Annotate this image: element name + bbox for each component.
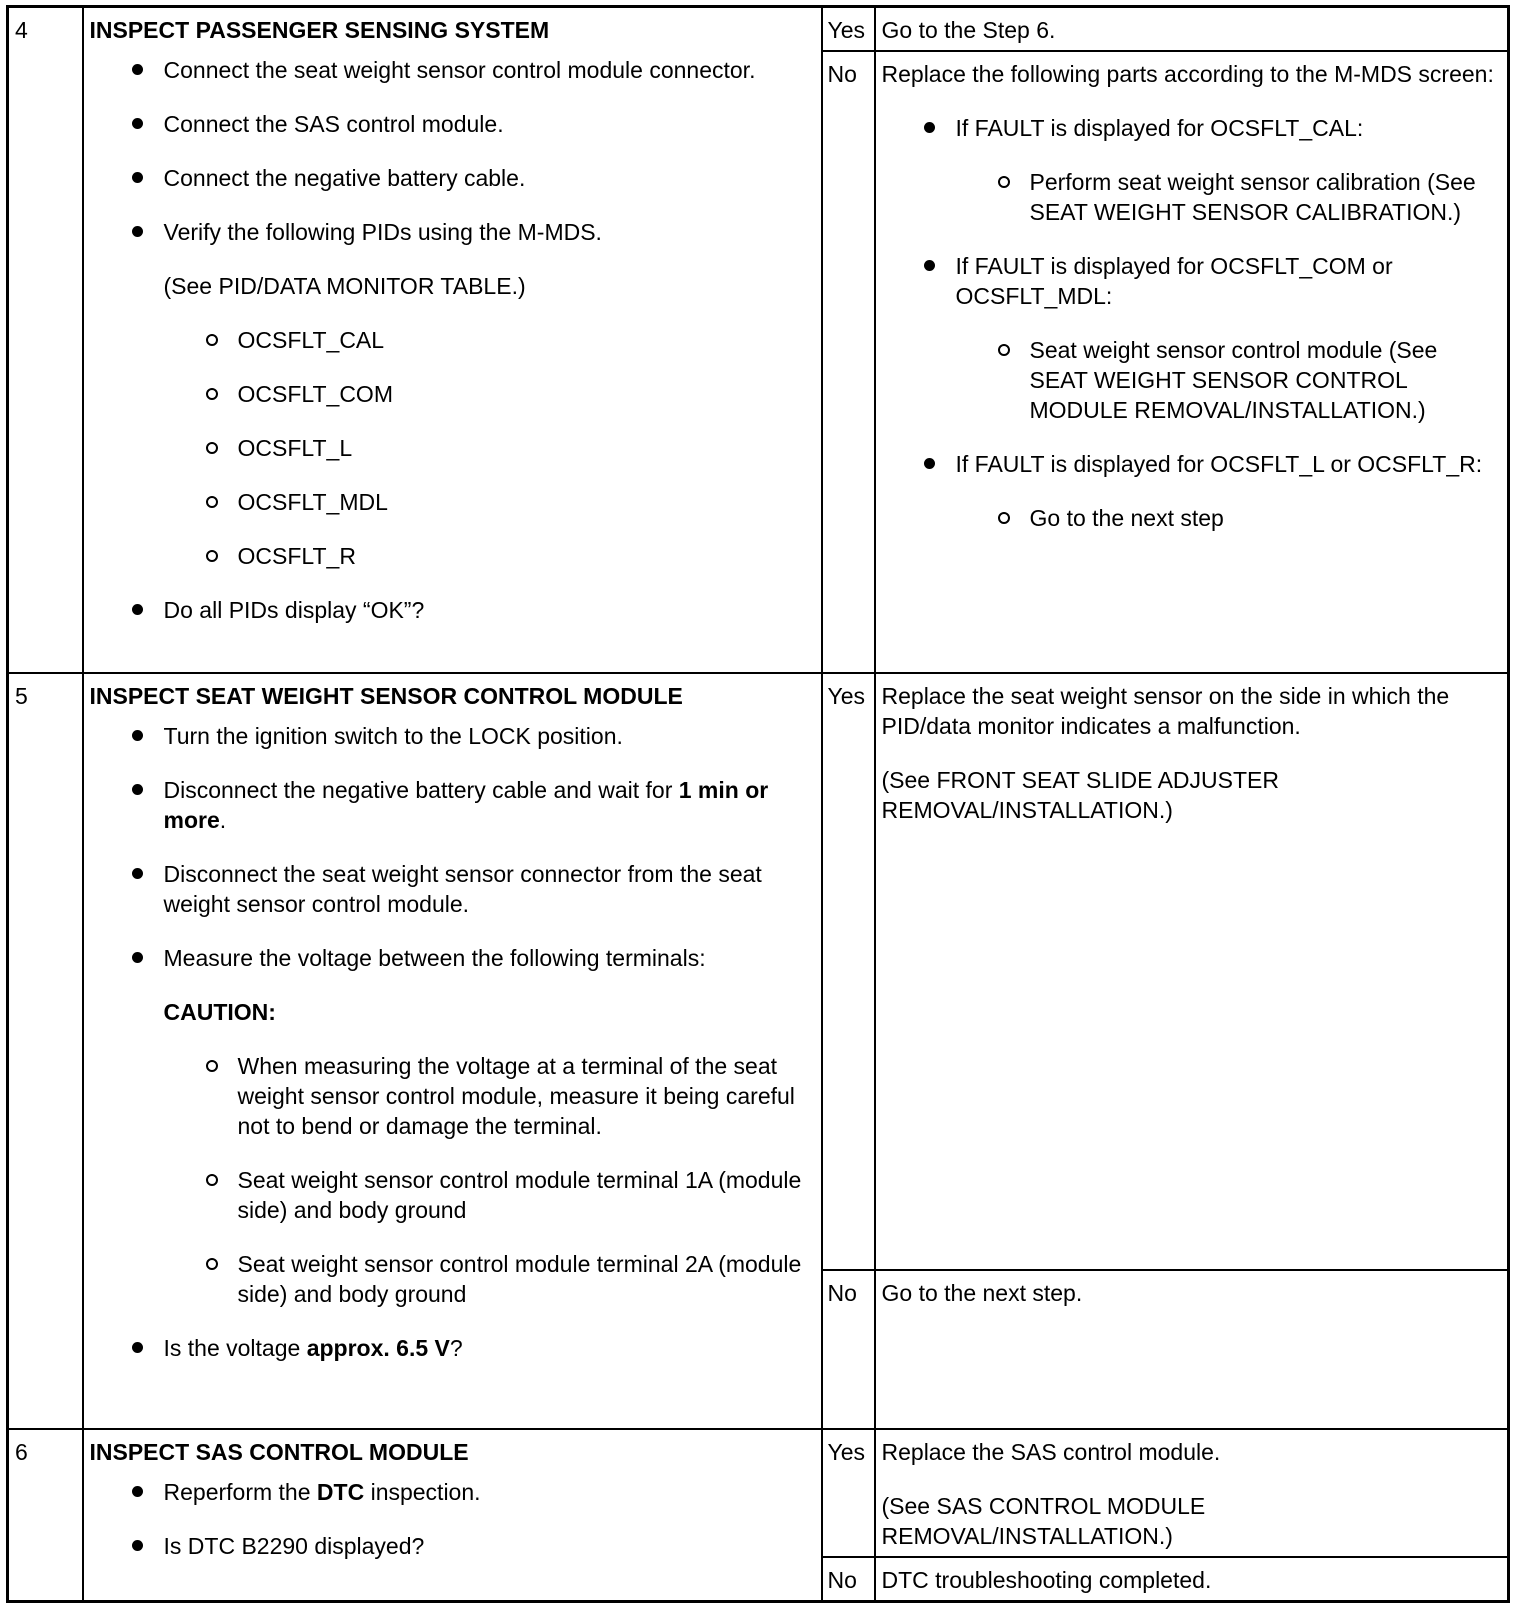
action-text: Reperform the [163,1479,317,1506]
voltage-value: approx. 6.5 V [306,1334,450,1361]
see-reference: (See PID/DATA MONITOR TABLE.) [163,273,526,299]
no-result-cell [875,51,1509,673]
fault-condition: If FAULT is displayed for OCSFLT_COM or OCSFLT_MDL: [955,252,1393,309]
step-5-row-yes [8,673,1509,1270]
step-number: 6 [8,1429,83,1601]
yes-result: Go to the Step 6. [875,7,1509,51]
list-item [132,217,815,571]
fault-action: Perform seat weight sensor calibration (See SEAT WEIGHT SENSOR CALIBRATION.) [998,167,1502,227]
step-6-action-cell [83,1429,822,1601]
step-5-action-cell [83,673,822,1429]
action-text-end: . [219,806,227,833]
yes-result: Replace the SAS control module. [881,1439,1221,1466]
action-list [90,55,815,625]
list-item: When measuring the voltage at a terminal of the seat weight sensor control module, measure it being careful not to bend or damage the terminal. [206,1051,815,1141]
no-label: No [822,1270,875,1429]
pid-item: OCSFLT_R [206,541,815,571]
list-item: Connect the negative battery cable. [132,163,815,193]
step-4-row-yes [8,7,1509,51]
yes-label: Yes [822,673,875,1270]
sub-list [956,335,1502,425]
pid-item: OCSFLT_MDL [206,487,815,517]
step-title: INSPECT PASSENGER SENSING SYSTEM [89,17,550,43]
question-text: Is the voltage [163,1334,307,1361]
verify-pids-text: Verify the following PIDs using the M-MDS. [163,219,602,245]
pid-list [164,325,815,571]
question [132,1333,815,1363]
no-label: No [822,51,875,673]
list-item [132,1477,815,1507]
troubleshooting-table [6,5,1510,1603]
list-item: Connect the SAS control module. [132,109,815,139]
list-item [924,113,1502,227]
no-result: Go to the next step. [875,1270,1509,1429]
pid-item: OCSFLT_COM [206,379,815,409]
fault-action: Go to the next step [998,503,1502,533]
action-text: Disconnect the negative battery cable and wait for [163,776,679,803]
measure-text: Measure the voltage between the following terminals: [163,944,706,971]
step-number: 5 [8,673,83,1429]
yes-label: Yes [822,1429,875,1557]
dtc-label: DTC [316,1479,365,1506]
list-item: Disconnect the seat weight sensor connector from the seat weight sensor control module. [132,859,815,919]
yes-result-cell [875,1429,1509,1557]
no-label: No [822,1557,875,1601]
list-item [132,943,815,1309]
terminal-list [164,1051,815,1309]
no-result: DTC troubleshooting completed. [875,1557,1509,1601]
question: Is DTC B2290 displayed? [132,1531,815,1561]
no-intro: Replace the following parts according to the M-MDS screen: [881,60,1494,87]
fault-action: Seat weight sensor control module (See SEAT WEIGHT SENSOR CONTROL MODULE REMOVAL/INSTALLATION.) [998,335,1502,425]
step-title: INSPECT SEAT WEIGHT SENSOR CONTROL MODULE [89,682,683,709]
step-title: INSPECT SAS CONTROL MODULE [89,1439,469,1466]
question-end: ? [449,1334,463,1361]
action-list [90,1477,815,1561]
replace-list [882,113,1502,533]
yes-result-cell [875,673,1509,1270]
yes-label: Yes [822,7,875,51]
step-4-action-cell [83,7,822,673]
pid-item: OCSFLT_CAL [206,325,815,355]
yes-result: Replace the seat weight sensor on the side in which the PID/data monitor indicates a malfunction. [881,682,1450,739]
list-item [924,449,1502,533]
list-item: Connect the seat weight sensor control module connector. [132,55,815,85]
list-item: Seat weight sensor control module terminal 1A (module side) and body ground [206,1165,815,1225]
list-item [924,251,1502,425]
sub-list [956,167,1502,227]
fault-condition: If FAULT is displayed for OCSFLT_CAL: [955,114,1364,141]
see-reference: (See FRONT SEAT SLIDE ADJUSTER REMOVAL/INSTALLATION.) [881,766,1279,823]
step-6-row-yes [8,1429,1509,1557]
caution-label: CAUTION: [163,998,276,1025]
step-number: 4 [8,7,83,673]
question: Do all PIDs display “OK”? [132,595,815,625]
pid-item: OCSFLT_L [206,433,815,463]
list-item: Seat weight sensor control module terminal 2A (module side) and body ground [206,1249,815,1309]
sub-list [956,503,1502,533]
list-item [132,775,815,835]
action-list [90,721,815,1363]
see-reference: (See SAS CONTROL MODULE REMOVAL/INSTALLATION.) [881,1493,1206,1550]
action-text-end: inspection. [364,1479,481,1506]
list-item: Turn the ignition switch to the LOCK position. [132,721,815,751]
wait-duration: 1 min or more [163,776,769,833]
fault-condition: If FAULT is displayed for OCSFLT_L or OCSFLT_R: [955,450,1483,477]
